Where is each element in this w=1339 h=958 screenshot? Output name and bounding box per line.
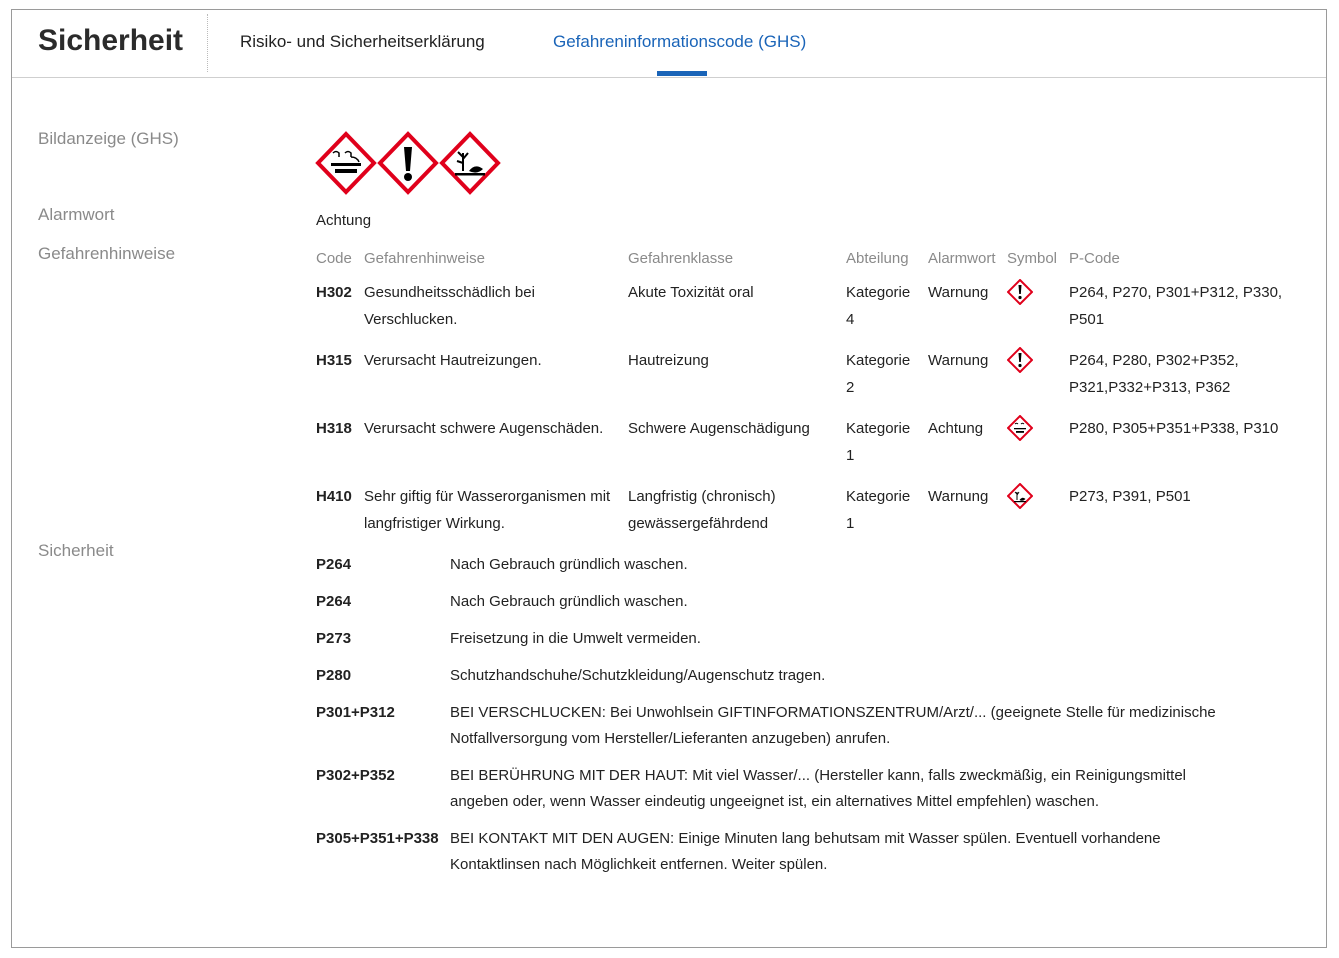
hazard-signal: Warnung <box>928 284 989 301</box>
list-item <box>316 663 1230 689</box>
hazard-class: Schwere Augenschädigung <box>628 420 810 437</box>
label-safety: Sicherheit <box>38 541 114 560</box>
table-row <box>312 479 1289 547</box>
hazard-class: Hautreizung <box>628 352 709 369</box>
table-row <box>312 411 1289 479</box>
list-item <box>316 626 1230 652</box>
col-category: Abteilung <box>846 250 909 267</box>
p-text: BEI KONTAKT MIT DEN AUGEN: Einige Minuten lang behutsam mit Wasser spülen. Eventuell vorhandene Kontaktlinsen nach Möglichkeit entfernen. Weiter spülen. <box>450 830 1161 873</box>
p-code: P305+P351+P338 <box>316 830 439 847</box>
table-row <box>312 275 1289 343</box>
environment-icon <box>1007 483 1033 509</box>
p-code: P264 <box>316 593 352 610</box>
p-text: Nach Gebrauch gründlich waschen. <box>450 593 688 610</box>
hazard-statement: Verursacht schwere Augenschäden. <box>364 420 604 437</box>
exclamation-icon <box>1007 347 1033 373</box>
section-header <box>12 10 1326 78</box>
hazard-code: H302 <box>316 284 352 301</box>
ghs-pictograms <box>315 131 501 195</box>
hazard-category: Kategorie 2 <box>846 352 911 396</box>
environment-icon <box>439 131 501 195</box>
hazard-signal: Warnung <box>928 488 989 505</box>
page-title: Sicherheit <box>38 24 184 57</box>
hazard-statement: Sehr giftig für Wasserorganismen mit langfristiger Wirkung. <box>364 488 611 532</box>
col-statement: Gefahrenhinweise <box>364 250 485 267</box>
list-item <box>316 763 1230 815</box>
hazard-symbol <box>1003 275 1065 343</box>
label-hazard-statements: Gefahrenhinweise <box>38 244 176 263</box>
hazard-signal: Achtung <box>928 420 984 437</box>
hazard-pcodes: P273, P391, P501 <box>1069 488 1191 505</box>
hazard-pcodes: P264, P280, P302+P352, P321,P332+P313, P362 <box>1069 352 1239 396</box>
p-text: BEI BERÜHRUNG MIT DER HAUT: Mit viel Wasser/... (Hersteller kann, falls zweckmäßig, ein Reinigungsmittel angeben oder, wenn Wasser eindeutig ungeeignet ist, ein alternatives Mittel empfehlen) waschen. <box>450 767 1187 810</box>
col-symbol: Symbol <box>1007 250 1058 267</box>
hazard-code: H318 <box>316 420 352 437</box>
p-code: P273 <box>316 630 352 647</box>
p-code: P280 <box>316 667 352 684</box>
hazard-statement: Gesundheitsschädlich bei Verschlucken. <box>364 284 535 328</box>
p-text: Freisetzung in die Umwelt vermeiden. <box>450 630 701 647</box>
signal-word-value: Achtung <box>316 212 372 229</box>
hazard-category: Kategorie 4 <box>846 284 911 328</box>
list-item <box>316 589 1230 615</box>
p-text: Schutzhandschuhe/Schutzkleidung/Augenschutz tragen. <box>450 667 826 684</box>
p-code: P302+P352 <box>316 767 395 784</box>
precautionary-list <box>316 552 1230 889</box>
corrosion-icon <box>1007 415 1033 441</box>
label-signal-word: Alarmwort <box>38 205 115 224</box>
table-row <box>312 343 1289 411</box>
hazard-code: H410 <box>316 488 352 505</box>
hazard-table <box>312 246 1289 547</box>
tab-ghs-code[interactable]: Gefahreninformationscode (GHS) <box>553 32 807 51</box>
safety-panel <box>11 9 1327 948</box>
list-item <box>316 700 1230 752</box>
tab-risk-safety-statements[interactable]: Risiko- und Sicherheitserklärung <box>240 32 485 51</box>
col-code: Code <box>316 250 352 267</box>
label-pictogram: Bildanzeige (GHS) <box>38 129 179 148</box>
hazard-symbol <box>1003 479 1065 547</box>
hazard-pcodes: P264, P270, P301+P312, P330, P501 <box>1069 284 1283 328</box>
hazard-signal: Warnung <box>928 352 989 369</box>
hazard-pcodes: P280, P305+P351+P338, P310 <box>1069 420 1279 437</box>
hazard-class: Langfristig (chronisch) gewässergefährdend <box>628 488 776 532</box>
hazard-code: H315 <box>316 352 352 369</box>
hazard-table-header <box>312 246 1289 275</box>
list-item <box>316 552 1230 578</box>
p-code: P264 <box>316 556 352 573</box>
p-text: Nach Gebrauch gründlich waschen. <box>450 556 688 573</box>
exclamation-icon <box>377 131 439 195</box>
exclamation-icon <box>1007 279 1033 305</box>
hazard-class: Akute Toxizität oral <box>628 284 754 301</box>
p-code: P301+P312 <box>316 704 395 721</box>
hazard-category: Kategorie 1 <box>846 488 911 532</box>
col-pcode: P-Code <box>1069 250 1120 267</box>
list-item <box>316 826 1230 878</box>
title-divider <box>207 14 208 72</box>
hazard-symbol <box>1003 411 1065 479</box>
hazard-category: Kategorie 1 <box>846 420 911 464</box>
col-signal: Alarmwort <box>928 250 996 267</box>
corrosion-icon <box>315 131 377 195</box>
hazard-statement: Verursacht Hautreizungen. <box>364 352 542 369</box>
p-text: BEI VERSCHLUCKEN: Bei Unwohlsein GIFTINFORMATIONSZENTRUM/Arzt/... (geeignete Stelle für medizinische Notfallversorgung vom Hersteller/Lieferanten anzugeben) anrufen. <box>450 704 1216 747</box>
hazard-symbol <box>1003 343 1065 411</box>
active-tab-indicator <box>657 71 707 76</box>
col-class: Gefahrenklasse <box>628 250 734 267</box>
